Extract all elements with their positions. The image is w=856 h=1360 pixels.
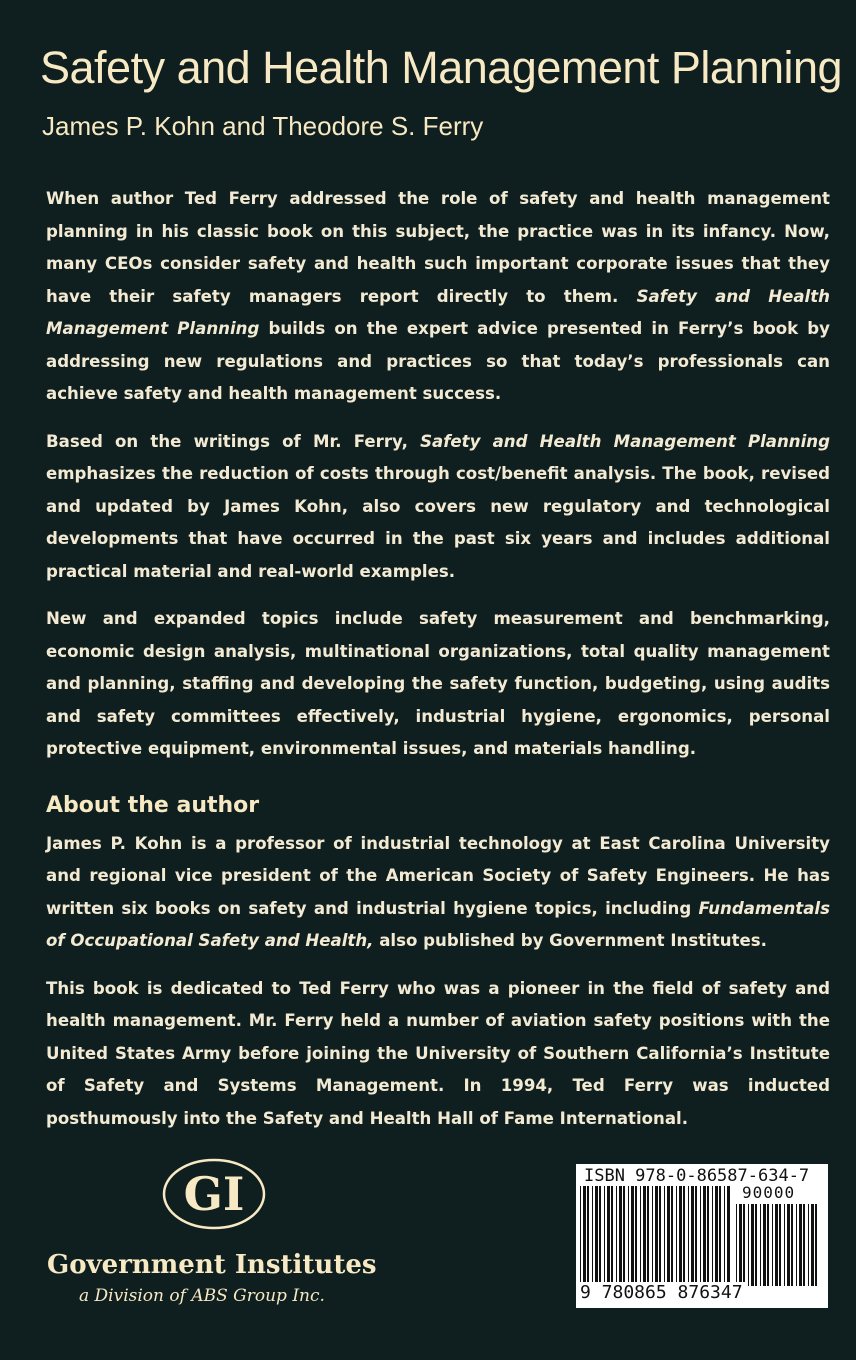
description-block [46, 183, 830, 1150]
publisher-name: Government Institutes [47, 1250, 377, 1280]
book-title: Safety and Health Management Planning [40, 42, 843, 93]
book-title-italic: Safety and Health Management Planning [46, 286, 830, 338]
description-paragraph-1: When author Ted Ferry addressed the role of safety and health management planning in his classic book on this subject, the practice was in its infancy. Now, many CEOs consider safety and health such important corporate issues that they have their safety managers report directly to them. Safety and Health Management Planning builds on the expert advice presented in Ferry’s book by addressing new regulations and practices so that today’s professionals can achieve safety and health management success. [46, 189, 830, 403]
publisher-logo-icon [162, 1158, 266, 1230]
about-paragraph-1: James P. Kohn is a professor of industrial technology at East Carolina University and regional vice president of the American Society of Safety Engineers. He has written six books on safety and industrial hygiene topics, including Fundamentals of Occupational Safety and Health, also published by Government Institutes. [46, 833, 830, 950]
isbn-label: ISBN 978-0-86587-634-7 [584, 1166, 810, 1186]
about-author-heading: About the author [46, 792, 260, 818]
publisher-division: a Division of ABS Group Inc. [79, 1286, 325, 1306]
about-paragraph-2: This book is dedicated to Ted Ferry who was a pioneer in the field of safety and health management. Mr. Ferry held a number of aviation safety positions with the United States Army before joining the University of Southern California’s Institute of Safety and Systems Management. In 1994, Ted Ferry was inducted posthumously into the Safety and Health Hall of Fame International. [46, 978, 830, 1128]
ean13-barcode-bars [580, 1186, 730, 1286]
barcode-digits: 9 780865 876347 [580, 1282, 743, 1303]
description-paragraph-2: Based on the writings of Mr. Ferry, Safety and Health Management Planning emphasizes the reduction of costs through cost/benefit analysis. The book, revised and updated by James Kohn, also covers new regulatory and technological developments that have occurred in the past six years and includes additional practical material and real-world examples. [46, 431, 830, 581]
logo-letters: GI [183, 1167, 245, 1221]
barcode-addon-digits: 90000 [742, 1183, 796, 1202]
book-title-italic: Safety and Health Management Planning [420, 431, 830, 451]
addon-barcode-bars [736, 1204, 820, 1286]
description-paragraph-3: New and expanded topics include safety measurement and benchmarking, economic design analysis, multinational organizations, total quality management and planning, staffing and developing the safety function, budgeting, using audits and safety committees effectively, industrial hygiene, ergonomics, personal protective equipment, environmental issues, and materials handling. [46, 609, 830, 758]
isbn-barcode [576, 1164, 828, 1308]
book-authors: James P. Kohn and Theodore S. Ferry [42, 111, 484, 141]
book-title-italic: Fundamentals of Occupational Safety and Health, [46, 898, 830, 950]
